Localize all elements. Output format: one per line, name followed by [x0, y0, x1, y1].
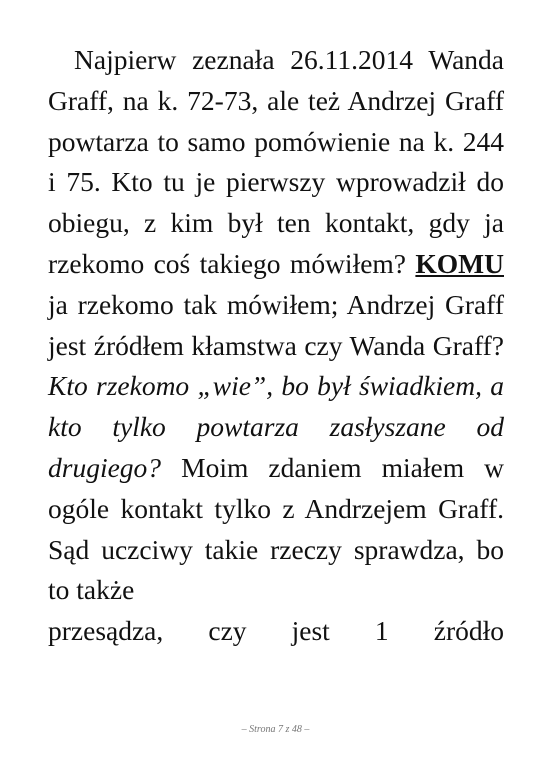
body-paragraph	[48, 40, 504, 652]
paragraph-last-line: przesądza, czy jest 1 źródło	[48, 615, 504, 647]
paragraph-text-part3: Moim zdaniem miałem w ogóle kontakt tylko z Andrzejem Graff. Sąd uczciwy takie rzeczy sprawdza, bo to także	[48, 451, 504, 606]
italic-question: Kto rzekomo „wie”, bo był świadkiem, a kto tylko powtarza zasłyszane od drugiego?	[48, 370, 504, 483]
paragraph-text-part1: Najpierw zeznała 26.11.2014 Wanda Graff, na k. 72-73, ale też Andrzej Graff powtarza to samo pomówienie na k. 244 i 75. Kto tu je pierwszy wprowadził do obiegu, z kim był ten kontakt, gdy ja rzekomo coś takiego mówiłem?	[48, 44, 504, 279]
emphasis-komu: KOMU	[415, 247, 504, 279]
page-number-footer: – Strona 7 z 48 –	[241, 724, 310, 735]
paragraph-text-part2: ja rzekomo tak mówiłem; Andrzej Graff jest źródłem kłamstwa czy Wanda Graff?	[48, 288, 504, 361]
